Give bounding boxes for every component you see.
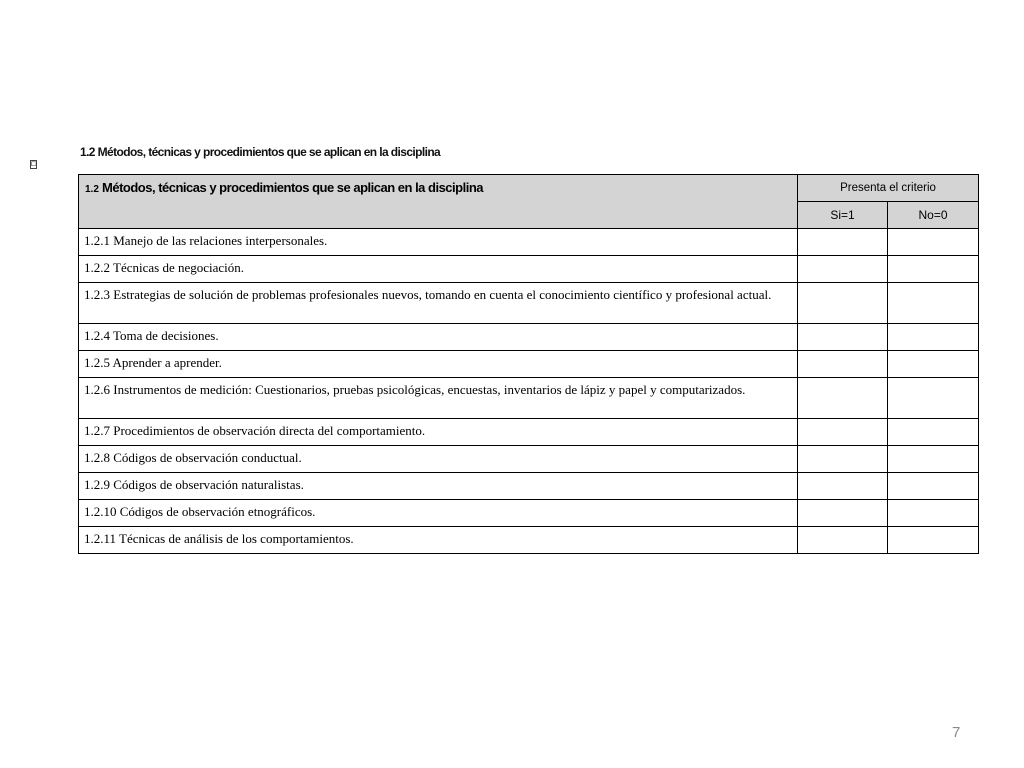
criterion-label: 1.2.3 Estrategias de solución de problemas profesionales nuevos, tomando en cuenta el conocimiento científico y profesional actual. bbox=[79, 283, 798, 324]
si-cell[interactable] bbox=[798, 527, 888, 554]
section-heading: 1.2 Métodos, técnicas y procedimientos que se aplican en la disciplina bbox=[80, 145, 441, 159]
si-cell[interactable] bbox=[798, 283, 888, 324]
no-cell[interactable] bbox=[888, 473, 979, 500]
header-title-cell bbox=[79, 175, 798, 229]
no-cell[interactable] bbox=[888, 378, 979, 419]
si-cell[interactable] bbox=[798, 229, 888, 256]
header-presenta-criterio: Presenta el criterio bbox=[798, 175, 979, 202]
table-row bbox=[79, 283, 979, 324]
criterion-label: 1.2.8 Códigos de observación conductual. bbox=[79, 446, 798, 473]
header-number: 1.2 bbox=[85, 184, 99, 195]
si-cell[interactable] bbox=[798, 500, 888, 527]
table-row bbox=[79, 527, 979, 554]
no-cell[interactable] bbox=[888, 527, 979, 554]
no-cell[interactable] bbox=[888, 256, 979, 283]
header-title: Métodos, técnicas y procedimientos que se aplican en la disciplina bbox=[102, 180, 483, 195]
criteria-table bbox=[78, 174, 979, 554]
si-cell[interactable] bbox=[798, 378, 888, 419]
no-cell[interactable] bbox=[888, 446, 979, 473]
table-row bbox=[79, 473, 979, 500]
si-cell[interactable] bbox=[798, 256, 888, 283]
no-cell[interactable] bbox=[888, 500, 979, 527]
si-cell[interactable] bbox=[798, 419, 888, 446]
si-cell[interactable] bbox=[798, 473, 888, 500]
no-cell[interactable] bbox=[888, 419, 979, 446]
no-cell[interactable] bbox=[888, 324, 979, 351]
criterion-label: 1.2.7 Procedimientos de observación directa del comportamiento. bbox=[79, 419, 798, 446]
table-row bbox=[79, 324, 979, 351]
criterion-label: 1.2.9 Códigos de observación naturalistas. bbox=[79, 473, 798, 500]
criterion-label: 1.2.2 Técnicas de negociación. bbox=[79, 256, 798, 283]
si-cell[interactable] bbox=[798, 446, 888, 473]
no-cell[interactable] bbox=[888, 351, 979, 378]
no-cell[interactable] bbox=[888, 229, 979, 256]
si-cell[interactable] bbox=[798, 351, 888, 378]
no-cell[interactable] bbox=[888, 283, 979, 324]
table-row bbox=[79, 500, 979, 527]
table-row bbox=[79, 351, 979, 378]
table-row bbox=[79, 378, 979, 419]
bullet-marker-icon: ⧠ bbox=[31, 161, 36, 168]
criterion-label: 1.2.11 Técnicas de análisis de los comportamientos. bbox=[79, 527, 798, 554]
criterion-label: 1.2.6 Instrumentos de medición: Cuestionarios, pruebas psicológicas, encuestas, inventarios de lápiz y papel y computarizados. bbox=[79, 378, 798, 419]
header-si: Si=1 bbox=[798, 202, 888, 229]
criterion-label: 1.2.10 Códigos de observación etnográficos. bbox=[79, 500, 798, 527]
header-no: No=0 bbox=[888, 202, 979, 229]
table-row bbox=[79, 256, 979, 283]
table-header-row bbox=[79, 175, 979, 202]
criterion-label: 1.2.5 Aprender a aprender. bbox=[79, 351, 798, 378]
table-row bbox=[79, 229, 979, 256]
si-cell[interactable] bbox=[798, 324, 888, 351]
page-number: 7 bbox=[952, 724, 961, 741]
criterion-label: 1.2.1 Manejo de las relaciones interpersonales. bbox=[79, 229, 798, 256]
table-row bbox=[79, 419, 979, 446]
criterion-label: 1.2.4 Toma de decisiones. bbox=[79, 324, 798, 351]
table-row bbox=[79, 446, 979, 473]
